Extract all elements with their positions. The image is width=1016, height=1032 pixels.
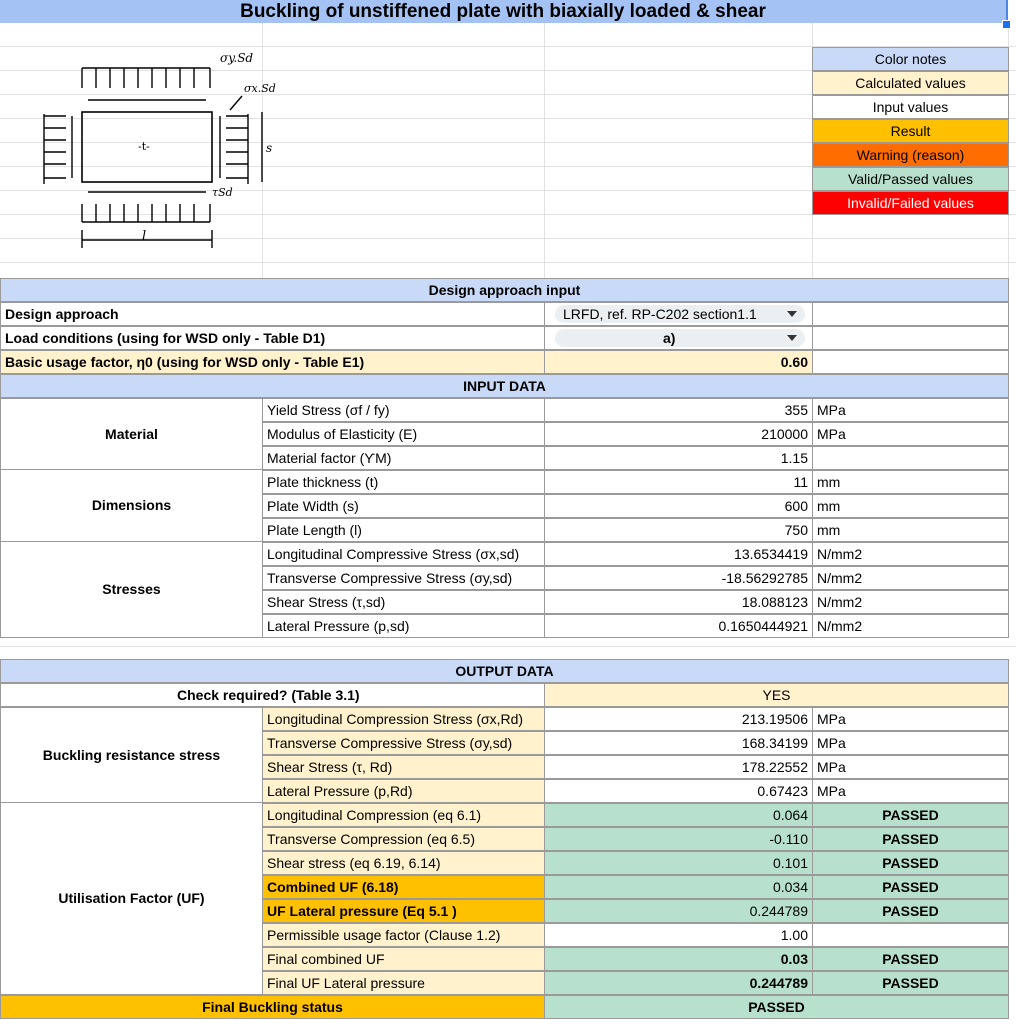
l-label: l	[142, 229, 147, 244]
sigma-y-label: σy.Sd	[220, 51, 254, 65]
chevron-down-icon[interactable]	[787, 311, 797, 317]
resistance-group: Buckling resistance stress	[0, 707, 263, 803]
input-label: Plate thickness (t)	[262, 470, 545, 494]
resistance-value: 213.19506	[544, 707, 813, 731]
resistance-unit: MPa	[812, 731, 1009, 755]
design-approach-label: Design approach	[0, 302, 545, 326]
uf-status: PASSED	[812, 803, 1009, 827]
uf-value: 0.244789	[544, 971, 813, 995]
resistance-value: 0.67423	[544, 779, 813, 803]
load-conditions-value: a)	[663, 330, 676, 346]
uf-value: -0.110	[544, 827, 813, 851]
uf-status: PASSED	[812, 947, 1009, 971]
input-value[interactable]: 11	[544, 470, 813, 494]
input-unit: N/mm2	[812, 542, 1009, 566]
resistance-unit: MPa	[812, 779, 1009, 803]
sheet-title: Buckling of unstiffened plate with biaxially loaded & shear	[0, 0, 1008, 23]
uf-label: Final UF Lateral pressure	[262, 971, 545, 995]
sigma-x-label: σx.Sd	[244, 82, 276, 95]
input-label: Material factor (ϒM)	[262, 446, 545, 470]
empty-cell	[812, 302, 1009, 326]
legend-invalid: Invalid/Failed values	[812, 191, 1009, 215]
uf-status: PASSED	[812, 875, 1009, 899]
load-conditions-label: Load conditions (using for WSD only - Table D1)	[0, 326, 545, 350]
uf-label: Longitudinal Compression (eq 6.1)	[262, 803, 545, 827]
uf-status	[812, 923, 1009, 947]
dimensions-group: Dimensions	[0, 469, 263, 542]
input-value[interactable]: -18.56292785	[544, 566, 813, 590]
input-unit: N/mm2	[812, 614, 1009, 638]
resistance-label: Longitudinal Compression Stress (σx,Rd)	[262, 707, 545, 731]
s-label: s	[266, 141, 273, 155]
resistance-value: 168.34199	[544, 731, 813, 755]
input-unit: mm	[812, 518, 1009, 542]
design-header: Design approach input	[0, 278, 1009, 302]
input-unit: mm	[812, 494, 1009, 518]
input-label: Plate Width (s)	[262, 494, 545, 518]
legend-result: Result	[812, 119, 1009, 143]
input-label: Modulus of Elasticity (E)	[262, 422, 545, 446]
input-value[interactable]: 13.6534419	[544, 542, 813, 566]
uf-status: PASSED	[812, 899, 1009, 923]
uf-value: 0.244789	[544, 899, 813, 923]
resistance-unit: MPa	[812, 707, 1009, 731]
input-value[interactable]: 1.15	[544, 446, 813, 470]
input-value[interactable]: 750	[544, 518, 813, 542]
check-required-label: Check required? (Table 3.1)	[0, 683, 545, 707]
input-unit: N/mm2	[812, 590, 1009, 614]
empty-cell	[812, 326, 1009, 350]
resistance-label: Lateral Pressure (p,Rd)	[262, 779, 545, 803]
final-status-label: Final Buckling status	[0, 995, 545, 1019]
input-label: Plate Length (l)	[262, 518, 545, 542]
uf-group: Utilisation Factor (UF)	[0, 802, 263, 995]
input-label: Yield Stress (σf / fy)	[262, 398, 545, 422]
color-notes-header: Color notes	[812, 47, 1009, 71]
design-approach-cell[interactable]	[544, 302, 813, 326]
tau-label: τSd	[212, 186, 233, 199]
input-label: Transverse Compressive Stress (σy,sd)	[262, 566, 545, 590]
input-value[interactable]: 355	[544, 398, 813, 422]
input-value[interactable]: 600	[544, 494, 813, 518]
uf-label: Final combined UF	[262, 947, 545, 971]
usage-factor-label: Basic usage factor, η0 (using for WSD only - Table E1)	[0, 350, 545, 374]
uf-label: Shear stress (eq 6.19, 6.14)	[262, 851, 545, 875]
input-unit: mm	[812, 470, 1009, 494]
resistance-unit: MPa	[812, 755, 1009, 779]
input-unit: MPa	[812, 422, 1009, 446]
uf-status: PASSED	[812, 827, 1009, 851]
stresses-group: Stresses	[0, 541, 263, 638]
material-group: Material	[0, 398, 263, 470]
input-value[interactable]: 210000	[544, 422, 813, 446]
input-value[interactable]: 0.1650444921	[544, 614, 813, 638]
t-label: -t-	[138, 140, 150, 153]
uf-label: Transverse Compression (eq 6.5)	[262, 827, 545, 851]
input-value[interactable]: 18.088123	[544, 590, 813, 614]
input-unit	[812, 446, 1009, 470]
uf-value: 1.00	[544, 923, 813, 947]
resistance-value: 178.22552	[544, 755, 813, 779]
uf-label: Permissible usage factor (Clause 1.2)	[262, 923, 545, 947]
input-unit: MPa	[812, 398, 1009, 422]
empty-cell	[812, 350, 1009, 374]
selection-handle[interactable]	[1002, 20, 1011, 29]
load-conditions-cell[interactable]	[544, 326, 813, 350]
uf-value: 0.03	[544, 947, 813, 971]
uf-value: 0.064	[544, 803, 813, 827]
legend-calculated: Calculated values	[812, 71, 1009, 95]
design-approach-value: LRFD, ref. RP-C202 section1.1	[563, 306, 757, 322]
legend-input: Input values	[812, 95, 1009, 119]
input-label: Longitudinal Compressive Stress (σx,sd)	[262, 542, 545, 566]
resistance-label: Transverse Compressive Stress (σy,sd)	[262, 731, 545, 755]
resistance-label: Shear Stress (τ, Rd)	[262, 755, 545, 779]
uf-value: 0.101	[544, 851, 813, 875]
design-approach-dropdown[interactable]	[555, 305, 805, 323]
uf-label: UF Lateral pressure (Eq 5.1 )	[262, 899, 545, 923]
legend-valid: Valid/Passed values	[812, 167, 1009, 191]
input-label: Lateral Pressure (p,sd)	[262, 614, 545, 638]
input-header: INPUT DATA	[0, 374, 1009, 398]
input-unit: N/mm2	[812, 566, 1009, 590]
chevron-down-icon[interactable]	[787, 335, 797, 341]
output-header: OUTPUT DATA	[0, 659, 1009, 683]
uf-status: PASSED	[812, 851, 1009, 875]
final-status-value: PASSED	[544, 995, 1009, 1019]
legend-warning: Warning (reason)	[812, 143, 1009, 167]
load-conditions-dropdown[interactable]	[555, 329, 805, 347]
check-required-value: YES	[544, 683, 1009, 707]
uf-label: Combined UF (6.18)	[262, 875, 545, 899]
input-label: Shear Stress (τ,sd)	[262, 590, 545, 614]
uf-status: PASSED	[812, 971, 1009, 995]
usage-factor-value[interactable]: 0.60	[544, 350, 813, 374]
plate-diagram	[30, 44, 300, 254]
uf-value: 0.034	[544, 875, 813, 899]
